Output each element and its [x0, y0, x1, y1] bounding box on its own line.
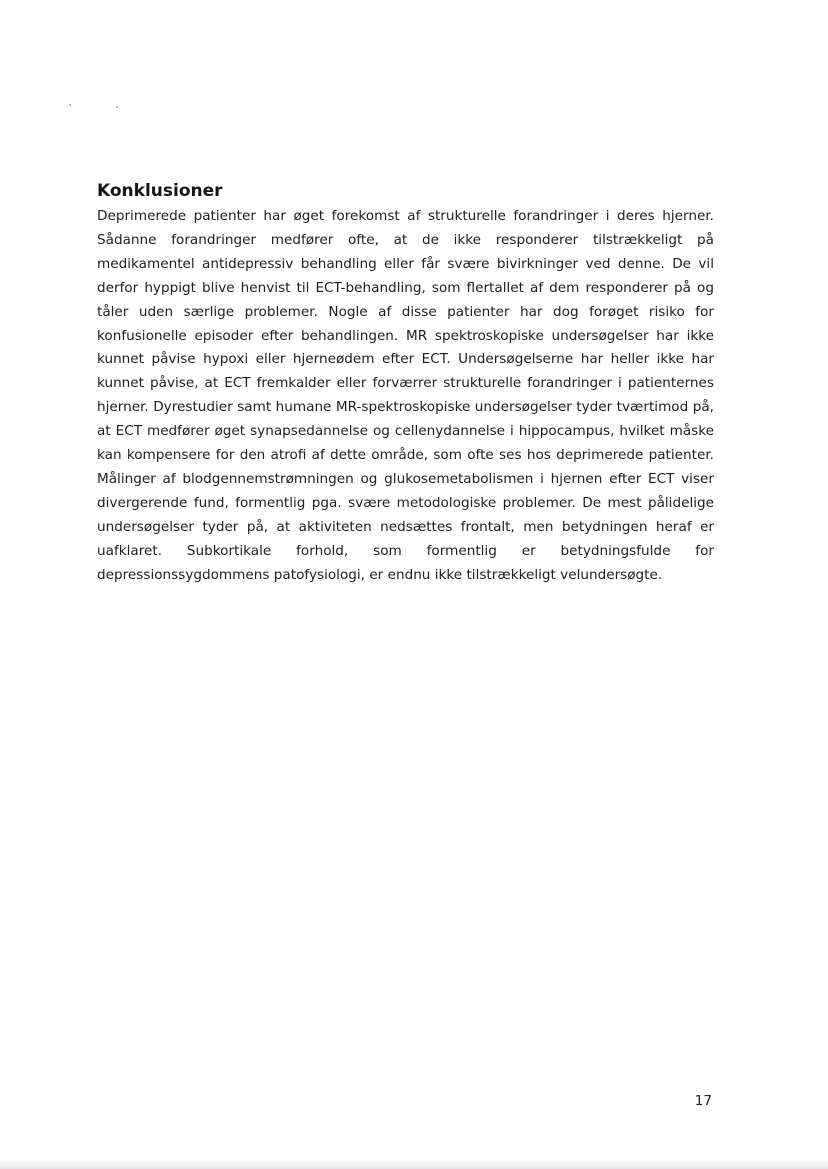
conclusions-section [97, 180, 714, 588]
conclusions-paragraph: Deprimerede patienter har øget forekomst af strukturelle forandringer i deres hjerner. Sådanne forandringer medfører ofte, at de ikke responderer tilstrækkeligt på medikamentel antidepressiv behandling eller får svære bivirkninger ved denne. De vil derfor hyppigt blive henvist til ECT-behandling, som flertallet af dem responderer på og tåler uden særlige problemer. Nogle af disse patienter har dog forøget risiko for konfusionelle episoder efter behandlingen. MR spektroskopiske undersøgelser har ikke kunnet påvise hypoxi eller hjerneødem efter ECT. Undersøgelserne har heller ikke har kunnet påvise, at ECT fremkalder eller forværrer strukturelle forandringer i patienternes hjerner. Dyrestudier samt humane MR-spektroskopiske undersøgelser tyder tværtimod på, at ECT medfører øget synapsedannelse og cellenydannelse i hippocampus, hvilket måske kan kompensere for den atrofi af dette område, som ofte ses hos deprimerede patienter. Målinger af blodgennemstrømningen og glukosemetabolismen i hjernen efter ECT viser divergerende fund, formentlig pga. svære metodologiske problemer. De mest pålidelige undersøgelser tyder på, at aktiviteten nedsættes frontalt, men betydningen heraf er uafklaret. Subkortikale forhold, som formentlig er betydningsfulde for depressionssygdommens patofysiologi, er endnu ikke tilstrækkeligt velundersøgte. [97, 208, 714, 583]
scan-speck [69, 104, 71, 106]
page-number: 17 [694, 1093, 712, 1109]
scan-edge-shadow [0, 1159, 828, 1169]
scan-speck [116, 106, 118, 108]
section-heading: Konklusioner [97, 181, 223, 201]
